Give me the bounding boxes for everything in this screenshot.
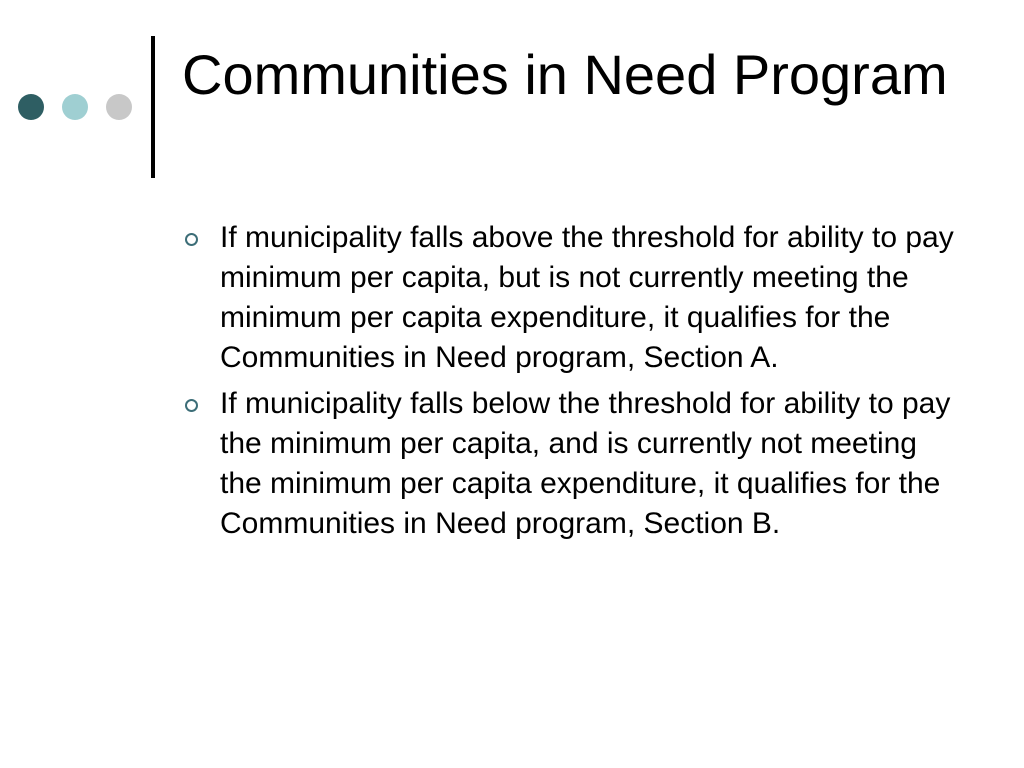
bullet-list: [182, 218, 962, 550]
bullet-text-1: If municipality falls above the threshold for ability to pay minimum per capita, but is not currently meeting the minimum per capita expenditure, it qualifies for the Communities in Need program, Section A.: [220, 221, 954, 374]
title-divider-line: [151, 36, 155, 178]
bullet-text-2: If municipality falls below the threshold for ability to pay the minimum per capita, and is currently not meeting the minimum per capita expenditure, it qualifies for the Communities in Need program, Section B.: [220, 387, 951, 540]
hollow-circle-bullet-icon: [185, 399, 198, 412]
light-teal-dot-icon: [62, 94, 88, 120]
gray-dot-icon: [106, 94, 132, 120]
dark-teal-dot-icon: [18, 94, 44, 120]
bullet-item-2: [182, 384, 962, 544]
slide-title: Communities in Need Program: [182, 43, 948, 106]
three-dots-decoration-icon: [18, 94, 132, 120]
bullet-item-1: [182, 218, 962, 378]
hollow-circle-bullet-icon: [185, 233, 198, 246]
